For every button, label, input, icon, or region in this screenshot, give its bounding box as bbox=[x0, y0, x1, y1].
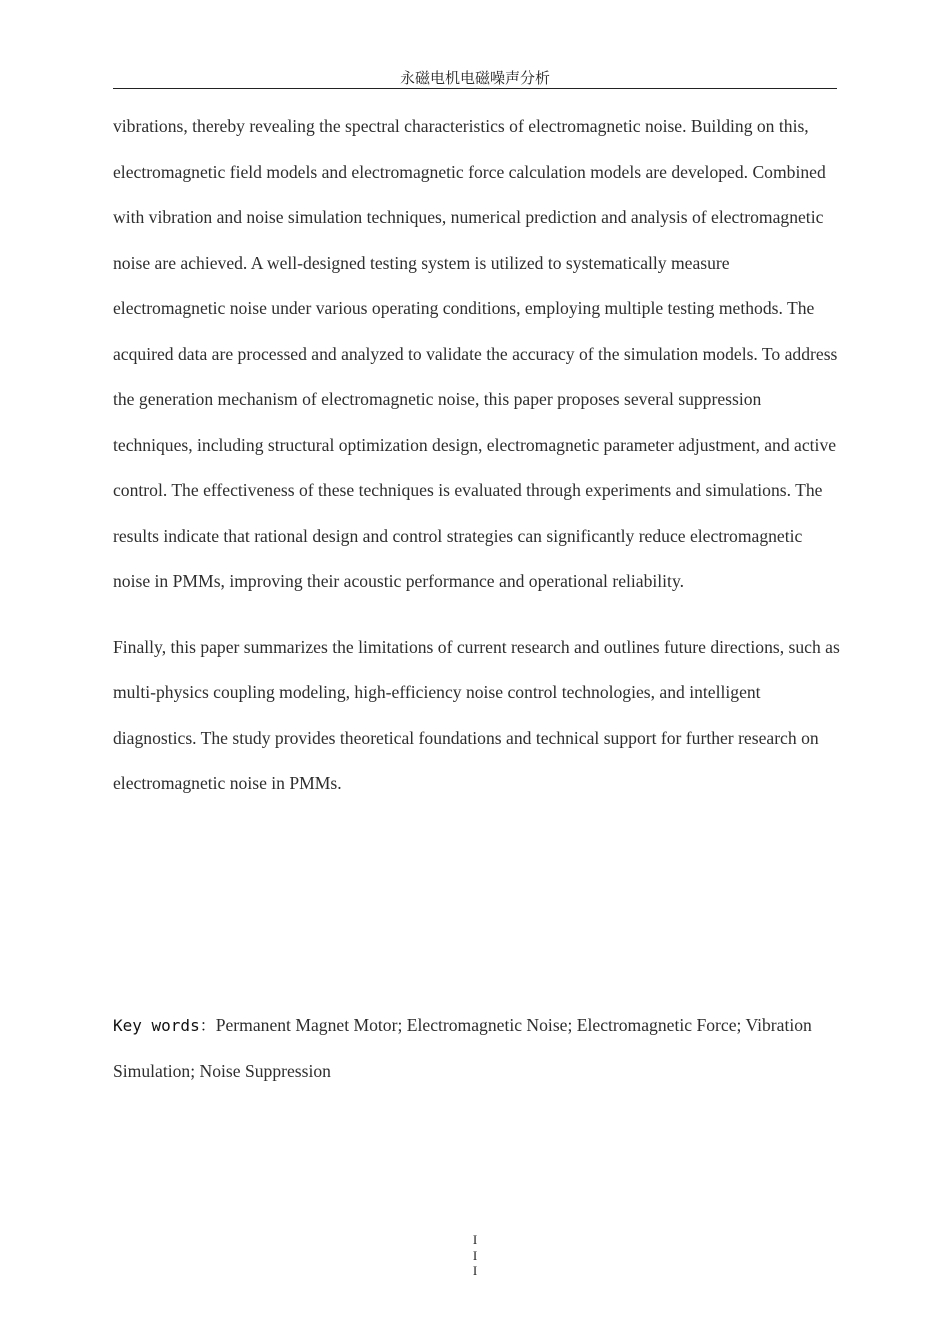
keywords-text: Permanent Magnet Motor; Electromagnetic Noise; Electromagnetic Force; Vibration Simulation; Noise Suppression bbox=[113, 1015, 812, 1081]
running-header: 永磁电机电磁噪声分析 bbox=[399, 69, 550, 87]
page-number-char: I bbox=[472, 1263, 478, 1278]
keywords-section bbox=[113, 1003, 841, 1094]
page-number-char: I bbox=[472, 1232, 478, 1247]
header-rule bbox=[113, 88, 837, 89]
paragraph: vibrations, thereby revealing the spectral characteristics of electromagnetic noise. Building on this, electromagnetic field models and electromagnetic force calculation models are developed. Combined with vibration and noise simulation techniques, numerical prediction and analysis of electromagnetic noise are achieved. A well-designed testing system is utilized to systematically measure electromagnetic noise under various operating conditions, employing multiple testing methods. The acquired data are processed and analyzed to validate the accuracy of the simulation models. To address the generation mechanism of electromagnetic noise, this paper proposes several suppression techniques, including structural optimization design, electromagnetic parameter adjustment, and active control. The effectiveness of these techniques is evaluated through experiments and simulations. The results indicate that rational design and control strategies can significantly reduce electromagnetic noise in PMMs, improving their acoustic performance and operational reliability. bbox=[113, 116, 838, 591]
abstract-body bbox=[113, 104, 841, 807]
page-number-char: I bbox=[472, 1247, 478, 1263]
page-number bbox=[445, 1232, 505, 1279]
paragraph: Finally, this paper summarizes the limitations of current research and outlines future directions, such as multi-physics coupling modeling, high-efficiency noise control technologies, and intelligent diagnostics. The study provides theoretical foundations and technical support for further research on electromagnetic noise in PMMs. bbox=[113, 636, 840, 793]
keywords-label: Key words： bbox=[113, 1016, 216, 1035]
